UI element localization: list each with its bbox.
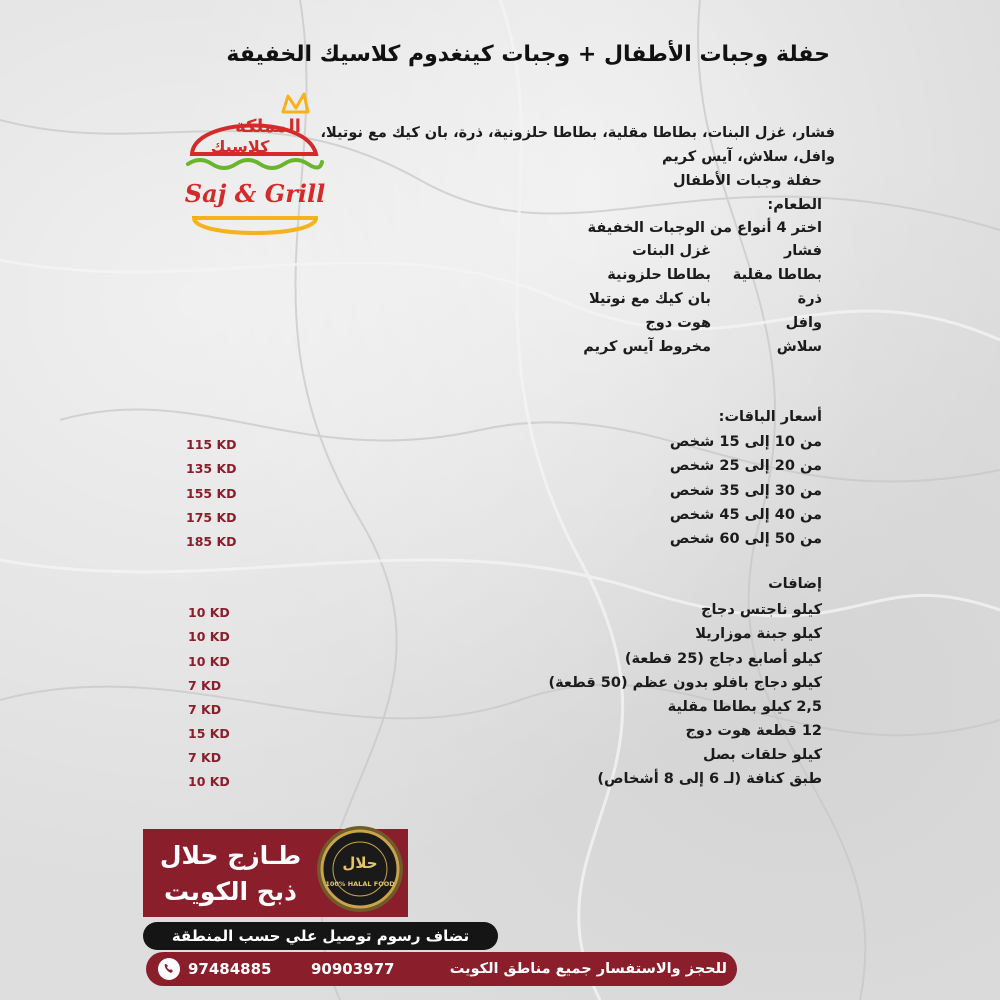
crown-icon (283, 94, 308, 112)
logo-arabic-line1: المملكة (235, 116, 301, 137)
package-price: 115 KD (186, 437, 237, 452)
package-price: 155 KD (186, 486, 237, 501)
addon-label: كيلو أصابع دجاج (25 قطعة) (624, 651, 822, 667)
seal-english: 100% HALAL FOOD (325, 880, 395, 888)
addon-price: 7 KD (188, 678, 222, 693)
food-item: هوت دوج (645, 315, 711, 331)
food-item: بطاطا حلزونية (607, 267, 711, 283)
food-item: ذرة (797, 291, 822, 307)
addon-price: 10 KD (188, 629, 230, 644)
package-label: من 10 إلى 15 شخص (669, 434, 822, 450)
food-heading: الطعام: (767, 197, 822, 213)
intro-line1: فشار، غزل البنات، بطاطا مقلية، بطاطا حلزونية، ذرة، بان كيك مع نوتيلا، (320, 125, 835, 141)
addon-label: كيلو حلقات بصل (703, 747, 822, 763)
addon-label: كيلو دجاج بافلو بدون عظم (50 قطعة) (548, 675, 822, 691)
addon-label: كيلو ناجتس دجاج (701, 602, 822, 618)
package-label: من 30 إلى 35 شخص (669, 483, 822, 499)
package-label: من 40 إلى 45 شخص (669, 507, 822, 523)
food-item: بان كيك مع نوتيلا (588, 291, 711, 307)
food-item: سلاش (776, 339, 822, 355)
halal-seal-icon (315, 824, 405, 914)
whatsapp-icon[interactable] (158, 958, 180, 980)
seal-arabic: حلال (342, 854, 378, 872)
package-label: من 20 إلى 25 شخص (669, 458, 822, 474)
intro-line2: وافل، سلاش، آيس كريم (661, 149, 835, 165)
addon-label: كيلو جبنة موزاريلا (695, 626, 822, 642)
saj-grill-logo (180, 92, 330, 252)
addon-price: 10 KD (188, 654, 230, 669)
page-title: حفلة وجبات الأطفال + وجبات كينغدوم كلاسيك الخفيفة (226, 42, 830, 67)
food-item: غزل البنات (632, 243, 711, 259)
halal-line1: طـازج حلال (159, 841, 302, 870)
addon-price: 10 KD (188, 605, 230, 620)
food-item: وافل (785, 315, 822, 331)
packages-heading: أسعار الباقات: (718, 409, 822, 425)
package-price: 175 KD (186, 510, 237, 525)
package-price: 185 KD (186, 534, 237, 549)
delivery-note: تضاف رسوم توصيل علي حسب المنطقة (143, 922, 498, 950)
addon-label: 2,5 كيلو بطاطا مقلية (667, 699, 822, 715)
addon-price: 7 KD (188, 702, 222, 717)
food-item: بطاطا مقلية (732, 267, 822, 283)
contact-bar (146, 952, 737, 986)
phone-number[interactable]: 90903977 (311, 960, 395, 978)
intro-line3: حفلة وجبات الأطفال (673, 173, 822, 189)
contact-label: للحجز والاستفسار جميع مناطق الكويت (449, 961, 727, 977)
addon-label: 12 قطعة هوت دوج (685, 723, 822, 739)
addons-heading: إضافات (768, 576, 822, 592)
addon-label: طبق كنافة (لـ 6 إلى 8 أشخاص) (597, 771, 822, 787)
phone-number[interactable]: 97484885 (188, 960, 272, 978)
addon-price: 15 KD (188, 726, 230, 741)
package-label: من 50 إلى 60 شخص (669, 531, 822, 547)
addon-price: 10 KD (188, 774, 230, 789)
logo-arabic-line2: كلاسيك (210, 137, 270, 156)
halal-line2: ذبح الكويت (164, 877, 297, 906)
food-item: فشار (783, 243, 822, 259)
addon-price: 7 KD (188, 750, 222, 765)
food-item: مخروط آيس كريم (583, 339, 711, 355)
food-instruction: اختر 4 أنواع من الوجبات الخفيفة (587, 220, 822, 236)
logo-english: Saj & Grill (184, 179, 326, 208)
package-price: 135 KD (186, 461, 237, 476)
